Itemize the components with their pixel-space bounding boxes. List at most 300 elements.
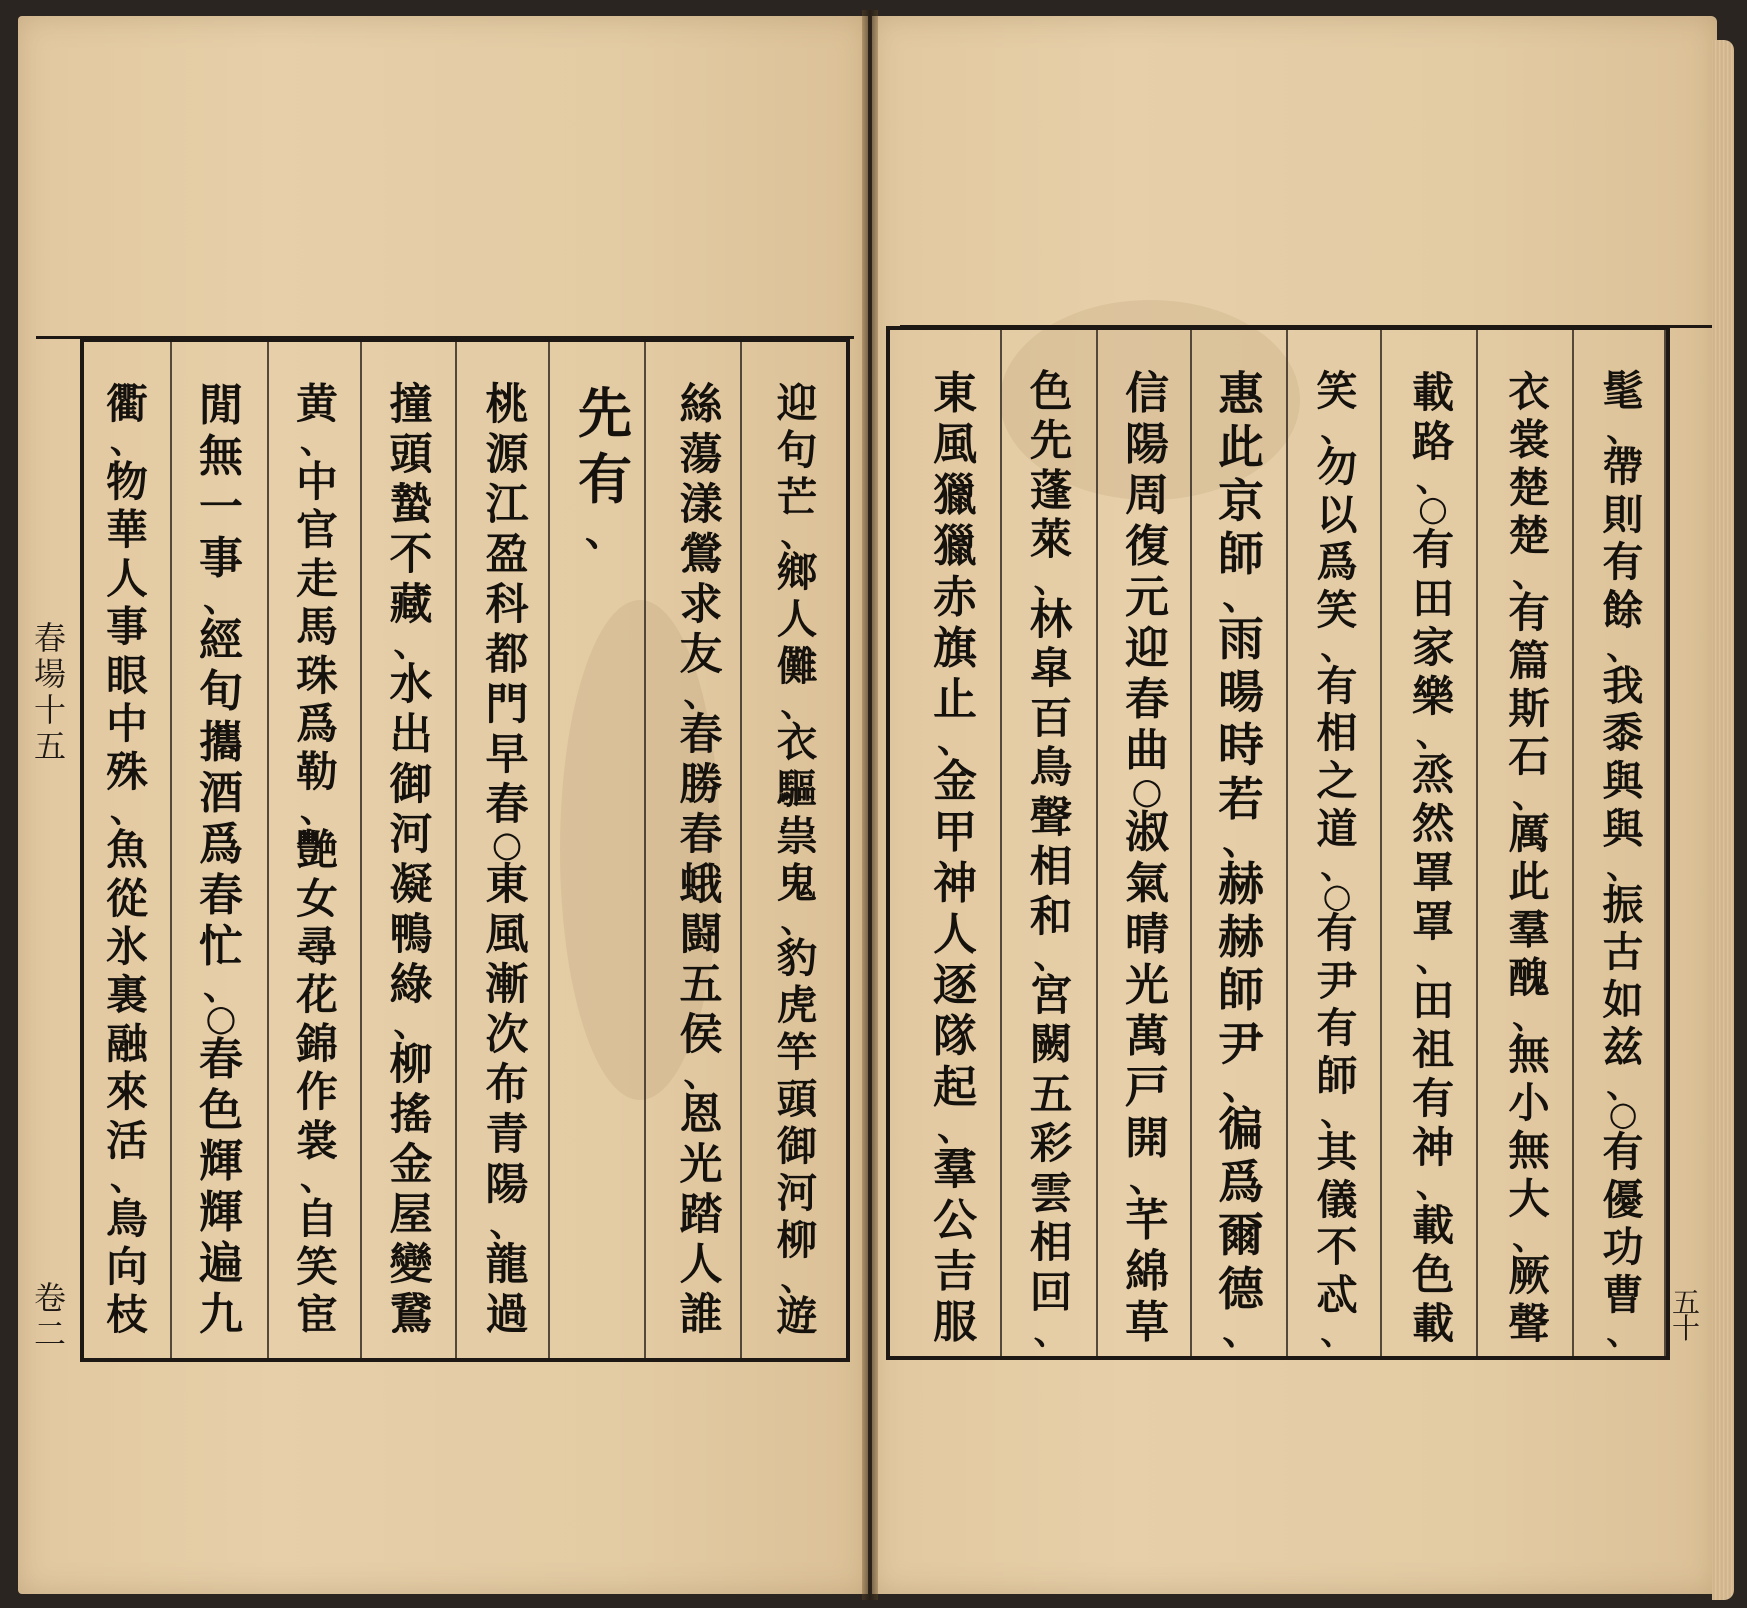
text-character: 彩 [1029, 1119, 1073, 1170]
column-rule [1096, 330, 1098, 1356]
text-character: 金 [933, 755, 977, 807]
text-character: 、 [585, 508, 625, 555]
text-character: 勝 [679, 760, 723, 810]
text-character: 出 [389, 710, 433, 760]
text-character: 罩 [1411, 847, 1455, 898]
text-character: 、 [1415, 714, 1451, 755]
text-character: 神 [1411, 1121, 1455, 1172]
text-character: 我 [1602, 661, 1644, 710]
text-character: 人 [776, 595, 818, 644]
text-character: 春 [199, 1033, 243, 1085]
text-character: 神 [933, 857, 977, 909]
text-character: 絲 [679, 380, 723, 430]
text-character: 屋 [389, 1190, 433, 1240]
text-character: 遊 [776, 1291, 818, 1340]
text-character: 有 [1602, 1127, 1644, 1176]
text-character: 此 [1508, 856, 1550, 906]
text-character: 春 [199, 870, 243, 922]
text-character: 、 [203, 966, 239, 1009]
text-character: 凝 [389, 860, 433, 910]
text-character: 萬 [1125, 1011, 1169, 1062]
text-character: 撞 [389, 380, 433, 430]
margin-character: 十 [1672, 1312, 1701, 1345]
text-character: 五 [679, 960, 723, 1010]
text-character: 優 [1602, 1175, 1644, 1224]
text-character: 變 [389, 1240, 433, 1290]
text-character: 蓬 [1029, 465, 1073, 516]
text-character: 以 [1316, 490, 1358, 539]
text-character: 色 [199, 1084, 243, 1136]
text-character: 徧 [1218, 1101, 1264, 1156]
text-column [1292, 367, 1382, 1353]
text-character: 鄉 [776, 548, 818, 597]
text-character: 、 [1512, 996, 1546, 1036]
text-character: 復 [1125, 521, 1169, 573]
text-character: 、 [1415, 1165, 1451, 1206]
text-character: 經 [199, 614, 243, 666]
margin-volume [34, 1280, 66, 1352]
text-character: 一 [199, 482, 243, 534]
text-character: 曹 [1602, 1270, 1644, 1319]
text-character: 先 [578, 381, 632, 445]
text-character: 衣 [1508, 367, 1550, 416]
text-character: 則 [1602, 490, 1644, 539]
text-character: 百 [1029, 693, 1073, 744]
text-character: 勒 [296, 747, 338, 797]
text-character: 無 [199, 431, 243, 483]
text-character: 春 [679, 710, 723, 760]
text-character: 聲 [1508, 1298, 1550, 1348]
text-character: 頭 [389, 430, 433, 480]
text-character: 淑 [1125, 806, 1169, 858]
text-character: 闘 [679, 910, 723, 960]
text-character: 之 [1316, 757, 1358, 805]
text-character: 尋 [296, 922, 338, 971]
text-character: 載 [1411, 367, 1455, 417]
text-character: 枝 [106, 1290, 148, 1340]
text-character: 、 [110, 1159, 144, 1200]
text-character: ○ [1608, 1094, 1638, 1134]
text-character: 勿 [1316, 443, 1358, 492]
text-character: 師 [1218, 963, 1264, 1018]
text-character: 官 [296, 505, 338, 555]
text-character: 過 [485, 1290, 529, 1340]
text-character: 功 [1602, 1223, 1644, 1272]
text-character: 馬 [296, 602, 338, 652]
text-character: 竿 [776, 1028, 818, 1077]
text-character: 爲 [296, 698, 338, 748]
text-character: 、 [1415, 940, 1451, 981]
text-character: 、 [1606, 1313, 1640, 1353]
margin-character: 卷 [34, 1279, 67, 1317]
text-character: 輝 [199, 1186, 243, 1238]
text-character: 閒 [199, 380, 243, 431]
text-character: 宮 [1029, 970, 1073, 1021]
text-character: 誰 [679, 1290, 723, 1340]
text-character: 豹 [776, 934, 818, 983]
text-character: 起 [933, 1062, 977, 1114]
text-character: 氷 [106, 922, 148, 971]
text-character: 祟 [776, 811, 818, 860]
text-character: 次 [485, 1010, 529, 1060]
text-character: 金 [389, 1140, 433, 1190]
text-character: 、 [780, 684, 814, 724]
text-character: 殊 [106, 747, 148, 797]
text-character: 相 [1029, 1218, 1073, 1269]
margin-character: 五 [34, 727, 67, 765]
text-character: 回 [1029, 1267, 1073, 1318]
text-character: 求 [679, 580, 723, 630]
text-character: 烝 [1411, 749, 1455, 800]
text-character: 、 [683, 1054, 719, 1095]
text-character: 九 [199, 1288, 243, 1340]
text-character: 路 [1411, 416, 1455, 466]
text-character: 物 [106, 456, 148, 506]
text-character: 、 [393, 624, 429, 665]
text-character: 若 [1218, 771, 1264, 826]
text-character: 、 [1033, 936, 1069, 978]
text-character: 陽 [485, 1160, 529, 1210]
text-character: 人 [679, 1240, 723, 1290]
text-character: 、 [1222, 1063, 1260, 1108]
text-character: 裳 [1508, 415, 1550, 465]
text-character: 京 [1218, 473, 1264, 528]
text-character: 踏 [679, 1190, 723, 1240]
text-character: 、 [393, 1004, 429, 1045]
text-character: 色 [1029, 367, 1073, 417]
text-character: 裏 [106, 970, 148, 1020]
text-character: 桃 [485, 380, 529, 430]
text-character: 事 [199, 533, 243, 585]
text-character: 載 [1411, 1297, 1455, 1348]
text-character: 旗 [933, 623, 977, 675]
text-character: 楚 [1508, 511, 1550, 561]
text-character: 田 [1411, 572, 1455, 623]
text-character: 向 [106, 1241, 148, 1291]
text-character: 有 [1316, 909, 1358, 958]
text-character: 綿 [1125, 1245, 1169, 1297]
text-character: 隊 [933, 1011, 977, 1062]
text-character: 輝 [199, 1135, 243, 1187]
text-character: 、 [780, 1258, 814, 1298]
text-character: 門 [485, 680, 529, 730]
text-character: 有 [1411, 523, 1455, 574]
text-character: 、 [1222, 1308, 1260, 1353]
text-character: 闕 [1029, 1020, 1073, 1071]
text-column [752, 380, 842, 1340]
text-character: 與 [1602, 757, 1644, 805]
text-character: 笑 [296, 1241, 338, 1291]
text-character: 尹 [1218, 1016, 1264, 1071]
text-character: 中 [296, 456, 338, 506]
text-column [272, 380, 362, 1340]
text-character: 蟄 [389, 480, 433, 530]
text-character: 、 [110, 422, 144, 463]
text-character: 魚 [106, 825, 148, 875]
text-character: 皐 [1029, 644, 1073, 695]
text-character: 攜 [199, 717, 243, 768]
text-column [1388, 368, 1478, 1348]
text-character: 鬼 [776, 858, 818, 907]
text-character: ○ [1322, 875, 1352, 915]
text-character: 德 [1218, 1261, 1264, 1316]
text-character: 頭 [776, 1075, 818, 1124]
text-character: 來 [106, 1067, 148, 1117]
text-column [1006, 367, 1096, 1354]
text-character: 、 [1320, 628, 1354, 668]
text-character: 中 [106, 698, 148, 748]
text-character: 漸 [485, 960, 529, 1010]
text-character: 晴 [1125, 908, 1169, 960]
text-character: 從 [106, 873, 148, 923]
text-character: 早 [485, 730, 529, 780]
text-character: 人 [933, 908, 977, 960]
text-character: 家 [1411, 621, 1455, 672]
text-character: 有 [1508, 587, 1550, 637]
text-character: 、 [1606, 409, 1640, 449]
text-character: 春 [679, 810, 723, 860]
text-character: 鳥 [1029, 743, 1073, 794]
text-character: 、 [1415, 460, 1451, 500]
text-character: 有 [1316, 1004, 1358, 1053]
text-character: 戸 [1125, 1062, 1169, 1114]
text-character: 光 [1125, 959, 1169, 1011]
text-character: 珠 [296, 650, 338, 700]
text-character: 、 [683, 674, 719, 715]
text-character: 載 [1411, 1199, 1455, 1250]
text-character: 先 [1029, 416, 1073, 467]
text-column [1578, 367, 1668, 1353]
text-character: 、 [1222, 574, 1260, 618]
text-character: 科 [485, 580, 529, 630]
text-character: 衢 [106, 379, 148, 428]
text-column [82, 380, 172, 1340]
text-character: 尹 [1316, 956, 1358, 1005]
text-character: 河 [776, 1169, 818, 1218]
text-column [910, 368, 1000, 1348]
text-character: 黍 [1602, 709, 1644, 758]
text-column [176, 380, 266, 1340]
text-character: 髦 [1602, 367, 1644, 415]
text-character: 活 [106, 1115, 148, 1165]
text-column [560, 380, 650, 555]
text-character: 酒 [199, 768, 243, 820]
text-character: 、 [1512, 1216, 1546, 1257]
text-character: 虎 [776, 981, 818, 1030]
text-character: 、 [300, 1159, 334, 1200]
text-character: 元 [1125, 572, 1169, 624]
text-character: 盈 [485, 530, 529, 580]
text-character: 裳 [296, 1115, 338, 1165]
text-character: 師 [1316, 1051, 1358, 1100]
text-character: 河 [389, 810, 433, 860]
text-character: 自 [296, 1193, 338, 1243]
text-character: 風 [485, 910, 529, 960]
text-character: 雲 [1029, 1168, 1073, 1219]
text-character: ○ [1418, 489, 1448, 530]
text-character: 赫 [1218, 910, 1264, 965]
text-character: 公 [933, 1194, 977, 1246]
text-character: 獵 [933, 521, 977, 573]
text-character: ○ [1131, 770, 1163, 813]
text-character: 、 [1320, 847, 1354, 887]
text-character: 暘 [1218, 665, 1264, 720]
text-character: 罩 [1411, 896, 1455, 947]
text-character: 旬 [199, 665, 243, 717]
text-character: 融 [106, 1018, 148, 1068]
text-character: 眼 [106, 650, 148, 700]
text-character: 厥 [1508, 1250, 1550, 1300]
text-character: 柳 [776, 1216, 818, 1265]
text-character: 相 [1029, 842, 1073, 893]
text-character: 羣 [933, 1143, 977, 1195]
text-character: 小 [1508, 1077, 1550, 1127]
text-character: 青 [485, 1110, 529, 1160]
text-character: 春 [1125, 674, 1169, 726]
text-character: 然 [1411, 798, 1455, 849]
text-character: 有 [1316, 661, 1358, 710]
text-character: 、 [1033, 559, 1069, 601]
text-character: 搖 [389, 1090, 433, 1140]
text-character: 迎 [776, 379, 818, 427]
text-character: 作 [296, 1067, 338, 1117]
text-character: 聲 [1029, 792, 1073, 843]
text-character: 驅 [776, 764, 818, 813]
text-character: 此 [1218, 420, 1264, 475]
text-character: 、 [489, 1204, 525, 1245]
page-edges [1712, 40, 1734, 1600]
text-character: 與 [1602, 804, 1644, 853]
text-character: 信 [1125, 368, 1169, 419]
margin-character: 五 [1672, 1286, 1701, 1319]
text-character: 道 [1316, 804, 1358, 853]
text-character: 、 [110, 790, 144, 831]
text-column [1196, 367, 1286, 1353]
text-character: 甲 [933, 806, 977, 858]
text-character: 侯 [679, 1010, 723, 1060]
text-character: ○ [205, 996, 237, 1039]
margin-character: 場 [34, 655, 67, 693]
column-rule [1000, 330, 1002, 1356]
text-character: 水 [389, 660, 433, 710]
text-character: 如 [1602, 975, 1644, 1024]
text-character: 有 [1602, 538, 1644, 587]
text-character: 布 [485, 1060, 529, 1110]
text-character: 五 [1029, 1069, 1073, 1120]
text-character: 鶯 [679, 530, 723, 580]
text-character: 羣 [1508, 904, 1550, 954]
margin-character: 十 [34, 691, 67, 729]
text-character: 斯 [1508, 684, 1550, 733]
text-character: 惠 [1218, 367, 1264, 421]
text-character: 女 [296, 873, 338, 923]
text-character: 花 [296, 970, 338, 1020]
text-character: 事 [106, 602, 148, 652]
text-column [1102, 368, 1192, 1348]
text-character: 華 [106, 505, 148, 555]
text-character: 樂 [1411, 670, 1455, 721]
text-character: 、 [203, 578, 239, 621]
text-character: 逐 [933, 959, 977, 1011]
text-character: 鵞 [389, 1290, 433, 1340]
text-character: 儀 [1316, 1175, 1358, 1224]
text-character: 有 [578, 447, 632, 511]
text-character: 餘 [1602, 585, 1644, 634]
text-character: 開 [1125, 1113, 1169, 1165]
text-character: 、 [1606, 628, 1640, 668]
text-character: 篇 [1508, 635, 1550, 685]
text-character: 、 [780, 515, 814, 555]
text-character: 周 [1125, 470, 1169, 522]
text-character: 宦 [296, 1290, 338, 1340]
text-character: 遍 [199, 1237, 243, 1289]
text-character: 、 [1222, 818, 1260, 863]
margin-character: 春 [34, 619, 67, 657]
text-character: 人 [106, 553, 148, 603]
text-character: 藏 [389, 580, 433, 630]
text-character: 、 [937, 719, 973, 762]
text-character: 蛾 [679, 860, 723, 910]
text-character: 鴨 [389, 910, 433, 960]
text-character: 龍 [485, 1240, 529, 1290]
text-character: 、 [300, 790, 334, 831]
text-character: 、 [1320, 1313, 1354, 1353]
text-character: 東 [485, 860, 529, 910]
text-character: 笑 [1316, 585, 1358, 634]
text-column [366, 380, 456, 1340]
text-character: 、 [1320, 1094, 1354, 1134]
text-character: 振 [1602, 880, 1644, 929]
text-character: 、 [300, 422, 334, 463]
text-character: 御 [389, 760, 433, 810]
text-character: 御 [776, 1122, 818, 1171]
text-character: 楚 [1508, 463, 1550, 513]
text-character: 萊 [1029, 515, 1073, 566]
text-character: 忒 [1316, 1270, 1358, 1319]
text-character: 服 [933, 1296, 977, 1348]
text-character: 、 [1129, 1158, 1165, 1201]
text-character: 綠 [389, 960, 433, 1010]
text-character: 鳥 [106, 1193, 148, 1243]
text-character: 兹 [1602, 1023, 1644, 1072]
text-character: 、 [1512, 554, 1546, 595]
text-character: 氣 [1125, 857, 1169, 909]
text-character: 笑 [1316, 367, 1358, 415]
text-character: 句 [776, 426, 818, 475]
text-character: 友 [679, 630, 723, 680]
text-character: 吉 [933, 1245, 977, 1297]
text-character: 古 [1602, 928, 1644, 977]
text-character: 衣 [776, 717, 818, 766]
text-character: 都 [485, 630, 529, 680]
text-character: 不 [389, 530, 433, 580]
text-character: 、 [1606, 847, 1640, 887]
text-column [1484, 368, 1574, 1348]
text-character: 石 [1508, 732, 1550, 782]
text-character: 曲 [1125, 725, 1169, 777]
text-character: 大 [1508, 1173, 1550, 1223]
text-character: 黄 [296, 379, 338, 428]
text-character: 雨 [1218, 611, 1264, 666]
text-character: 獵 [933, 470, 977, 522]
text-character: 祖 [1411, 1023, 1455, 1074]
text-character: 色 [1411, 1248, 1455, 1299]
text-character: 陽 [1125, 419, 1169, 471]
text-character: 止 [933, 674, 977, 726]
column-rule [267, 342, 269, 1358]
text-character: 錦 [296, 1018, 338, 1068]
text-character: 、 [937, 1107, 973, 1150]
